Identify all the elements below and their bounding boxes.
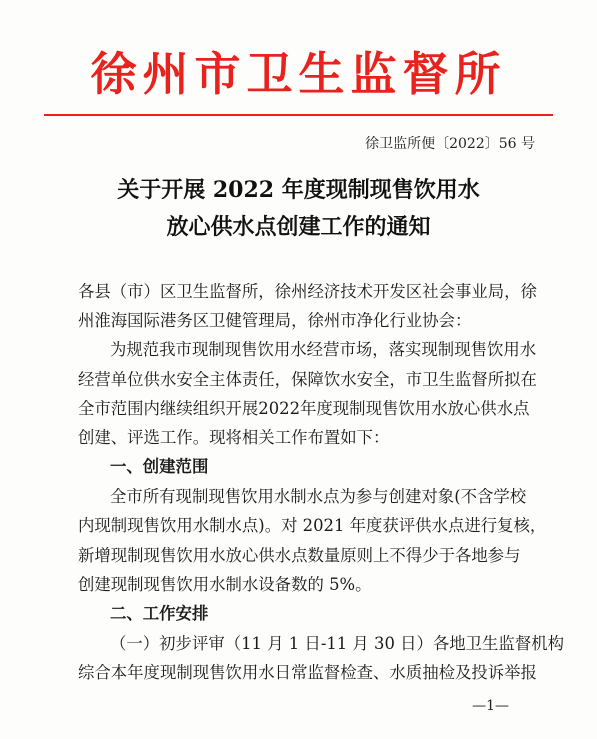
title-line-2: 放心供水点创建工作的通知 — [166, 214, 431, 240]
body-line: 创建现制现售饮用水制水设备数的 5%。 — [78, 574, 372, 594]
body-line: 经营单位供水安全主体责任，保障饮水安全，市卫生监督所拟在 — [78, 369, 537, 389]
document-title — [40, 172, 557, 246]
body-line: 各县（市）区卫生监督所，徐州经济技术开发区社会事业局，徐 — [78, 282, 537, 301]
body-line: 为规范我市现制现售饮用水经营市场，落实现制现售饮用水 — [110, 340, 537, 360]
masthead-red-rule — [44, 114, 553, 116]
body-line: 新增现制现售饮用水放心供水点数量原则上不得少于各地参与 — [78, 545, 521, 565]
page-number: —1— — [472, 698, 509, 714]
section-heading-arrangement: 二、工作安排 — [110, 603, 209, 623]
section-heading-scope: 一、创建范围 — [110, 457, 209, 477]
agency-masthead: 徐州市卫生监督所 — [90, 47, 507, 101]
body-line: 全市所有现制现售饮用水制水点为参与创建对象(不含学校 — [110, 487, 527, 507]
title-line-1: 关于开展 2022 年度现制现售饮用水 — [117, 177, 480, 203]
body-line: 全市范围内继续组织开展2022年度现制现售饮用水放心供水点 — [78, 398, 530, 418]
body-line: 州淮海国际港务区卫健管理局，徐州市净化行业协会： — [78, 311, 472, 331]
body-line: 内现制现售饮用水制水点)。对 2021 年度获评供水点进行复核， — [78, 516, 547, 536]
document-body — [78, 277, 564, 687]
document-number: 徐卫监所便〔2022〕56 号 — [365, 136, 535, 152]
body-line: 综合本年度现制现售饮用水日常监督检查、水质抽检及投诉举报 — [78, 663, 537, 683]
body-line: 创建、评选工作。现将相关工作布置如下： — [78, 427, 390, 447]
body-line: （一）初步评审（11 月 1 日-11 月 30 日）各地卫生监督机构 — [110, 633, 564, 653]
